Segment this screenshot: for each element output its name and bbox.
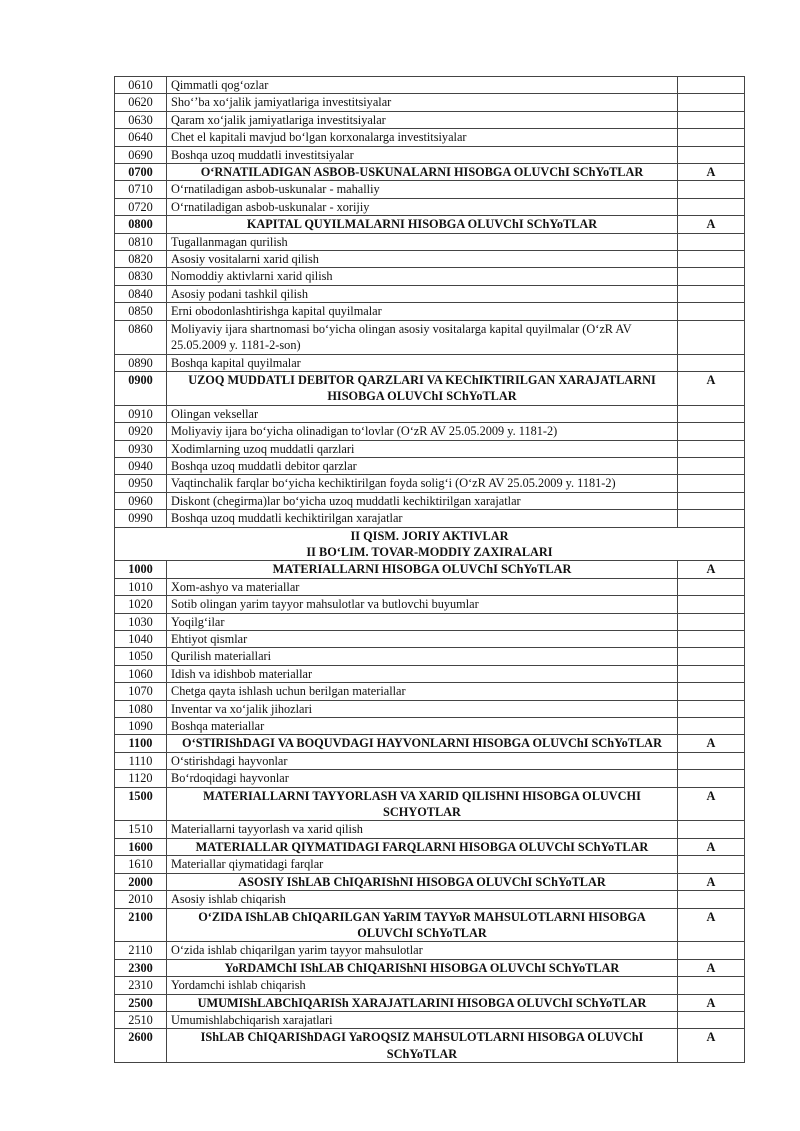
- account-name: Bo‘rdoqidagi hayvonlar: [167, 770, 678, 787]
- account-group-row: [115, 994, 745, 1011]
- account-type-mark: A: [678, 561, 745, 578]
- account-type-mark: A: [678, 1029, 745, 1063]
- account-name: O‘zida ishlab chiqarilgan yarim tayyor mahsulotlar: [167, 942, 678, 959]
- account-row: [115, 457, 745, 474]
- account-type-mark: [678, 770, 745, 787]
- account-row: [115, 198, 745, 215]
- account-row: [115, 320, 745, 354]
- account-name: Qaram xo‘jalik jamiyatlariga investitsiyalar: [167, 111, 678, 128]
- account-row: [115, 475, 745, 492]
- account-code: 2300: [115, 959, 167, 976]
- account-row: [115, 354, 745, 371]
- account-row: [115, 856, 745, 873]
- account-name: Moliyaviy ijara shartnomasi bo‘yicha olingan asosiy vositalarga kapital quyilmalar (O‘zR AV 25.05.2009 y. 1181-2-son): [167, 320, 678, 354]
- account-code: 0920: [115, 423, 167, 440]
- account-type-mark: [678, 146, 745, 163]
- account-name: Asosiy podani tashkil qilish: [167, 285, 678, 302]
- account-name: Chet el kapitali mavjud bo‘lgan korxonalarga investitsiyalar: [167, 129, 678, 146]
- account-code: 0850: [115, 303, 167, 320]
- account-code: 0620: [115, 94, 167, 111]
- section-title-row: [115, 544, 745, 561]
- account-group-row: [115, 959, 745, 976]
- account-code: 1100: [115, 735, 167, 752]
- account-name: Nomoddiy aktivlarni xarid qilish: [167, 268, 678, 285]
- account-code: 1090: [115, 718, 167, 735]
- account-name: O‘ZIDA IShLAB ChIQARILGAN YaRIM TAYYoR MAHSULOTLARNI HISOBGA OLUVChI SChYoTLAR: [167, 908, 678, 942]
- account-type-mark: [678, 251, 745, 268]
- account-code: 1500: [115, 787, 167, 821]
- account-name: MATERIALLARNI TAYYORLASH VA XARID QILISHNI HISOBGA OLUVCHI SCHYOTLAR: [167, 787, 678, 821]
- accounts-chart-page: [114, 76, 744, 1063]
- account-code: 2110: [115, 942, 167, 959]
- account-code: 0890: [115, 354, 167, 371]
- account-row: [115, 405, 745, 422]
- account-code: 1610: [115, 856, 167, 873]
- account-type-mark: [678, 354, 745, 371]
- account-type-mark: [678, 423, 745, 440]
- account-row: [115, 251, 745, 268]
- account-code: 1070: [115, 683, 167, 700]
- account-group-row: [115, 908, 745, 942]
- account-code: 0800: [115, 216, 167, 233]
- account-group-row: [115, 787, 745, 821]
- account-group-row: [115, 873, 745, 890]
- account-type-mark: [678, 285, 745, 302]
- account-row: [115, 977, 745, 994]
- account-type-mark: [678, 268, 745, 285]
- account-row: [115, 683, 745, 700]
- account-code: 1000: [115, 561, 167, 578]
- account-name: O‘rnatiladigan asbob-uskunalar - mahalliy: [167, 181, 678, 198]
- section-title-row: [115, 527, 745, 544]
- account-group-row: [115, 371, 745, 405]
- account-name: KAPITAL QUYILMALARNI HISOBGA OLUVChI SChYoTLAR: [167, 216, 678, 233]
- account-name: MATERIALLARNI HISOBGA OLUVChI SChYoTLAR: [167, 561, 678, 578]
- account-code: 2010: [115, 891, 167, 908]
- account-code: 0940: [115, 457, 167, 474]
- account-row: [115, 665, 745, 682]
- account-row: [115, 631, 745, 648]
- account-type-mark: [678, 440, 745, 457]
- account-type-mark: [678, 475, 745, 492]
- account-code: 1040: [115, 631, 167, 648]
- account-code: 2510: [115, 1011, 167, 1028]
- account-type-mark: [678, 683, 745, 700]
- account-code: 1120: [115, 770, 167, 787]
- account-row: [115, 303, 745, 320]
- account-type-mark: [678, 665, 745, 682]
- account-type-mark: A: [678, 908, 745, 942]
- account-code: 0990: [115, 510, 167, 527]
- account-name: IShLAB ChIQARIShDAGI YaROQSIZ MAHSULOTLARNI HISOBGA OLUVChI SChYoTLAR: [167, 1029, 678, 1063]
- account-code: 1060: [115, 665, 167, 682]
- account-group-row: [115, 561, 745, 578]
- account-row: [115, 111, 745, 128]
- account-row: [115, 129, 745, 146]
- account-name: Materiallarni tayyorlash va xarid qilish: [167, 821, 678, 838]
- account-type-mark: [678, 648, 745, 665]
- account-type-mark: [678, 596, 745, 613]
- account-name: Asosiy ishlab chiqarish: [167, 891, 678, 908]
- account-group-row: [115, 735, 745, 752]
- account-row: [115, 891, 745, 908]
- account-row: [115, 510, 745, 527]
- account-code: 1510: [115, 821, 167, 838]
- account-code: 0960: [115, 492, 167, 509]
- account-type-mark: [678, 94, 745, 111]
- account-type-mark: A: [678, 164, 745, 181]
- account-name: Sho‘’ba xo‘jalik jamiyatlariga investitsiyalar: [167, 94, 678, 111]
- account-type-mark: [678, 631, 745, 648]
- account-code: 0910: [115, 405, 167, 422]
- account-code: 2100: [115, 908, 167, 942]
- account-code: 1600: [115, 838, 167, 855]
- account-code: 0630: [115, 111, 167, 128]
- account-code: 0830: [115, 268, 167, 285]
- account-type-mark: [678, 405, 745, 422]
- accounts-table: [114, 76, 745, 1063]
- account-type-mark: [678, 457, 745, 474]
- account-code: 0710: [115, 181, 167, 198]
- account-code: 0700: [115, 164, 167, 181]
- account-code: 0900: [115, 371, 167, 405]
- account-name: Boshqa kapital quyilmalar: [167, 354, 678, 371]
- account-code: 1010: [115, 578, 167, 595]
- account-row: [115, 440, 745, 457]
- account-row: [115, 268, 745, 285]
- account-name: Yoqilg‘ilar: [167, 613, 678, 630]
- account-type-mark: [678, 320, 745, 354]
- account-group-row: [115, 1029, 745, 1063]
- account-name: Boshqa uzoq muddatli debitor qarzlar: [167, 457, 678, 474]
- account-code: 0640: [115, 129, 167, 146]
- account-row: [115, 1011, 745, 1028]
- account-type-mark: A: [678, 838, 745, 855]
- account-name: Qimmatli qog‘ozlar: [167, 77, 678, 94]
- account-row: [115, 492, 745, 509]
- account-type-mark: [678, 1011, 745, 1028]
- account-name: O‘stirishdagi hayvonlar: [167, 752, 678, 769]
- account-name: Yordamchi ishlab chiqarish: [167, 977, 678, 994]
- account-name: Olingan veksellar: [167, 405, 678, 422]
- account-row: [115, 596, 745, 613]
- account-name: ASOSIY IShLAB ChIQARIShNI HISOBGA OLUVChI SChYoTLAR: [167, 873, 678, 890]
- account-code: 0720: [115, 198, 167, 215]
- account-group-row: [115, 838, 745, 855]
- account-code: 0950: [115, 475, 167, 492]
- account-name: O‘RNATILADIGAN ASBOB-USKUNALARNI HISOBGA OLUVChI SChYoTLAR: [167, 164, 678, 181]
- account-type-mark: [678, 718, 745, 735]
- account-row: [115, 423, 745, 440]
- account-type-mark: [678, 77, 745, 94]
- account-type-mark: [678, 821, 745, 838]
- account-type-mark: [678, 181, 745, 198]
- account-type-mark: A: [678, 371, 745, 405]
- account-row: [115, 700, 745, 717]
- account-code: 1080: [115, 700, 167, 717]
- account-code: 0810: [115, 233, 167, 250]
- account-code: 0860: [115, 320, 167, 354]
- account-group-row: [115, 164, 745, 181]
- account-type-mark: [678, 613, 745, 630]
- account-name: Idish va idishbob materiallar: [167, 665, 678, 682]
- account-row: [115, 821, 745, 838]
- account-row: [115, 613, 745, 630]
- account-type-mark: [678, 891, 745, 908]
- account-row: [115, 146, 745, 163]
- account-name: MATERIALLAR QIYMATIDAGI FARQLARNI HISOBGA OLUVChI SChYoTLAR: [167, 838, 678, 855]
- account-type-mark: [678, 492, 745, 509]
- account-code: 0840: [115, 285, 167, 302]
- account-type-mark: [678, 752, 745, 769]
- account-type-mark: A: [678, 994, 745, 1011]
- account-name: Qurilish materiallari: [167, 648, 678, 665]
- account-type-mark: A: [678, 787, 745, 821]
- account-row: [115, 285, 745, 302]
- account-type-mark: A: [678, 216, 745, 233]
- account-row: [115, 770, 745, 787]
- account-code: 2310: [115, 977, 167, 994]
- account-name: Boshqa uzoq muddatli investitsiyalar: [167, 146, 678, 163]
- account-type-mark: [678, 977, 745, 994]
- account-type-mark: [678, 856, 745, 873]
- account-name: Materiallar qiymatidagi farqlar: [167, 856, 678, 873]
- account-row: [115, 233, 745, 250]
- account-name: YoRDAMChI IShLAB ChIQARIShNI HISOBGA OLUVChI SChYoTLAR: [167, 959, 678, 976]
- account-type-mark: [678, 303, 745, 320]
- account-name: Ehtiyot qismlar: [167, 631, 678, 648]
- account-row: [115, 94, 745, 111]
- account-type-mark: [678, 129, 745, 146]
- account-row: [115, 718, 745, 735]
- account-type-mark: [678, 111, 745, 128]
- account-name: Tugallanmagan qurilish: [167, 233, 678, 250]
- account-row: [115, 578, 745, 595]
- account-name: Sotib olingan yarim tayyor mahsulotlar va butlovchi buyumlar: [167, 596, 678, 613]
- account-code: 1110: [115, 752, 167, 769]
- account-type-mark: A: [678, 873, 745, 890]
- account-name: Umumishlabchiqarish xarajatlari: [167, 1011, 678, 1028]
- account-name: Boshqa uzoq muddatli kechiktirilgan xarajatlar: [167, 510, 678, 527]
- account-name: UMUMIShLABChIQARISh XARAJATLARINI HISOBGA OLUVChI SChYoTLAR: [167, 994, 678, 1011]
- account-type-mark: [678, 700, 745, 717]
- account-code: 2600: [115, 1029, 167, 1063]
- account-name: Erni obodonlashtirishga kapital quyilmalar: [167, 303, 678, 320]
- account-code: 2000: [115, 873, 167, 890]
- account-type-mark: A: [678, 735, 745, 752]
- section-title: II QISM. JORIY AKTIVLAR: [115, 527, 745, 544]
- account-row: [115, 77, 745, 94]
- account-code: 1020: [115, 596, 167, 613]
- account-name: UZOQ MUDDATLI DEBITOR QARZLARI VA KEChIKTIRILGAN XARAJATLARNI HISOBGA OLUVChI SChYoTLAR: [167, 371, 678, 405]
- account-name: Chetga qayta ishlash uchun berilgan materiallar: [167, 683, 678, 700]
- account-name: Xodimlarning uzoq muddatli qarzlari: [167, 440, 678, 457]
- account-name: Boshqa materiallar: [167, 718, 678, 735]
- account-group-row: [115, 216, 745, 233]
- account-type-mark: [678, 233, 745, 250]
- account-name: O‘rnatiladigan asbob-uskunalar - xorijiy: [167, 198, 678, 215]
- account-row: [115, 648, 745, 665]
- accounts-table-body: [115, 77, 745, 1063]
- account-name: Diskont (chegirma)lar bo‘yicha uzoq muddatli kechiktirilgan xarajatlar: [167, 492, 678, 509]
- section-title: II BO‘LIM. TOVAR-MODDIY ZAXIRALARI: [115, 544, 745, 561]
- account-row: [115, 752, 745, 769]
- account-code: 0690: [115, 146, 167, 163]
- account-row: [115, 942, 745, 959]
- account-name: Vaqtinchalik farqlar bo‘yicha kechiktirilgan foyda solig‘i (O‘zR AV 25.05.2009 y. 1181-2): [167, 475, 678, 492]
- account-type-mark: [678, 198, 745, 215]
- account-code: 1050: [115, 648, 167, 665]
- account-name: O‘STIRIShDAGI VA BOQUVDAGI HAYVONLARNI HISOBGA OLUVChI SChYoTLAR: [167, 735, 678, 752]
- account-name: Inventar va xo‘jalik jihozlari: [167, 700, 678, 717]
- account-name: Xom-ashyo va materiallar: [167, 578, 678, 595]
- account-code: 0610: [115, 77, 167, 94]
- account-code: 1030: [115, 613, 167, 630]
- account-type-mark: A: [678, 959, 745, 976]
- account-name: Moliyaviy ijara bo‘yicha olinadigan to‘lovlar (O‘zR AV 25.05.2009 y. 1181-2): [167, 423, 678, 440]
- account-code: 2500: [115, 994, 167, 1011]
- account-name: Asosiy vositalarni xarid qilish: [167, 251, 678, 268]
- account-code: 0820: [115, 251, 167, 268]
- account-type-mark: [678, 510, 745, 527]
- account-type-mark: [678, 942, 745, 959]
- account-code: 0930: [115, 440, 167, 457]
- account-row: [115, 181, 745, 198]
- account-type-mark: [678, 578, 745, 595]
